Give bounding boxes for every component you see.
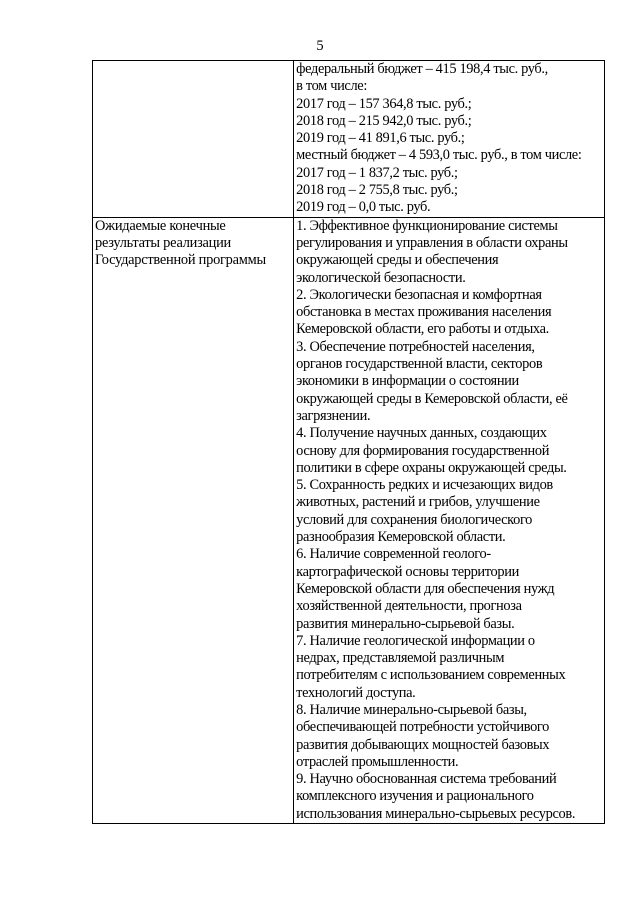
row-funding-label-cell — [93, 61, 294, 218]
text-line: 2018 год – 2 755,8 тыс. руб.; — [296, 182, 458, 199]
text-line: технологий доступа. — [296, 684, 416, 701]
text-line: политики в сфере охраны окружающей среды. — [296, 459, 567, 476]
text-line: федеральный бюджет – 415 198,4 тыс. руб., — [296, 61, 548, 77]
text-line: отраслей промышленности. — [296, 753, 459, 770]
text-line: 3. Обеспечение потребностей населения, — [296, 338, 535, 355]
text-line: развития добывающих мощностей базовых — [296, 736, 550, 753]
text-line: развития минерально-сырьевой базы. — [296, 615, 515, 632]
text-line: Кемеровской области для обеспечения нужд — [296, 580, 555, 597]
program-passport-table — [92, 60, 605, 824]
text-line: экологической безопасности. — [296, 269, 466, 286]
text-line: 6. Наличие современной геолого- — [296, 546, 491, 563]
text-line: хозяйственной деятельности, прогноза — [296, 598, 522, 615]
text-line: окружающей среды в Кемеровской области, её — [296, 390, 568, 407]
text-line: загрязнении. — [296, 407, 371, 424]
text-line: 2019 год – 41 891,6 тыс. руб.; — [296, 130, 465, 147]
text-line: в том числе: — [296, 78, 367, 95]
text-line: недрах, представляемой различным — [296, 650, 505, 667]
text-line: органов государственной власти, секторов — [296, 356, 543, 373]
text-line: потребителям с использованием современных — [296, 667, 566, 684]
text-line: основу для формирования государственной — [296, 442, 550, 459]
row-results-value-cell — [294, 217, 605, 823]
text-line: экономики в информации о состоянии — [296, 373, 519, 390]
text-line: разнообразия Кемеровской области. — [296, 529, 506, 546]
text-line: Ожидаемые конечные — [95, 217, 226, 234]
text-line: местный бюджет – 4 593,0 тыс. руб., в том числе: — [296, 147, 582, 164]
text-line: 1. Эффективное функционирование системы — [296, 217, 558, 234]
text-line: Государственной программы — [95, 252, 266, 269]
text-line: 2. Экологически безопасная и комфортная — [296, 286, 542, 303]
table-row-expected-results — [93, 217, 605, 823]
text-line: 2018 год – 215 942,0 тыс. руб.; — [296, 112, 472, 129]
text-line: обстановка в местах проживания населения — [296, 304, 552, 321]
text-line: 2019 год – 0,0 тыс. руб. — [296, 199, 431, 216]
text-line: 8. Наличие минерально-сырьевой базы, — [296, 701, 527, 718]
text-line: картографической основы территории — [296, 563, 519, 580]
text-line: обеспечивающей потребности устойчивого — [296, 719, 549, 736]
text-line: Кемеровской области, его работы и отдыха. — [296, 321, 549, 338]
text-line: условий для сохранения биологического — [296, 511, 532, 528]
text-line: животных, растений и грибов, улучшение — [296, 494, 540, 511]
row-results-label-cell — [93, 217, 294, 823]
page-number: 5 — [316, 38, 324, 54]
text-line: 9. Научно обоснованная система требований — [296, 771, 557, 788]
text-line: комплексного изучения и рационального — [296, 788, 534, 805]
text-line: 2017 год – 157 364,8 тыс. руб.; — [296, 95, 472, 112]
table-row-funding — [93, 61, 605, 218]
text-line: результаты реализации — [95, 234, 232, 251]
text-line: 4. Получение научных данных, создающих — [296, 425, 547, 442]
text-line: окружающей среды и обеспечения — [296, 252, 499, 269]
text-line: 5. Сохранность редких и исчезающих видов — [296, 477, 553, 494]
text-line: 7. Наличие геологической информации о — [296, 632, 535, 649]
text-line: 2017 год – 1 837,2 тыс. руб.; — [296, 164, 458, 181]
text-line: использования минерально-сырьевых ресурсов. — [296, 805, 576, 822]
row-funding-value-cell — [294, 61, 605, 218]
text-line: регулирования и управления в области охраны — [296, 234, 568, 251]
